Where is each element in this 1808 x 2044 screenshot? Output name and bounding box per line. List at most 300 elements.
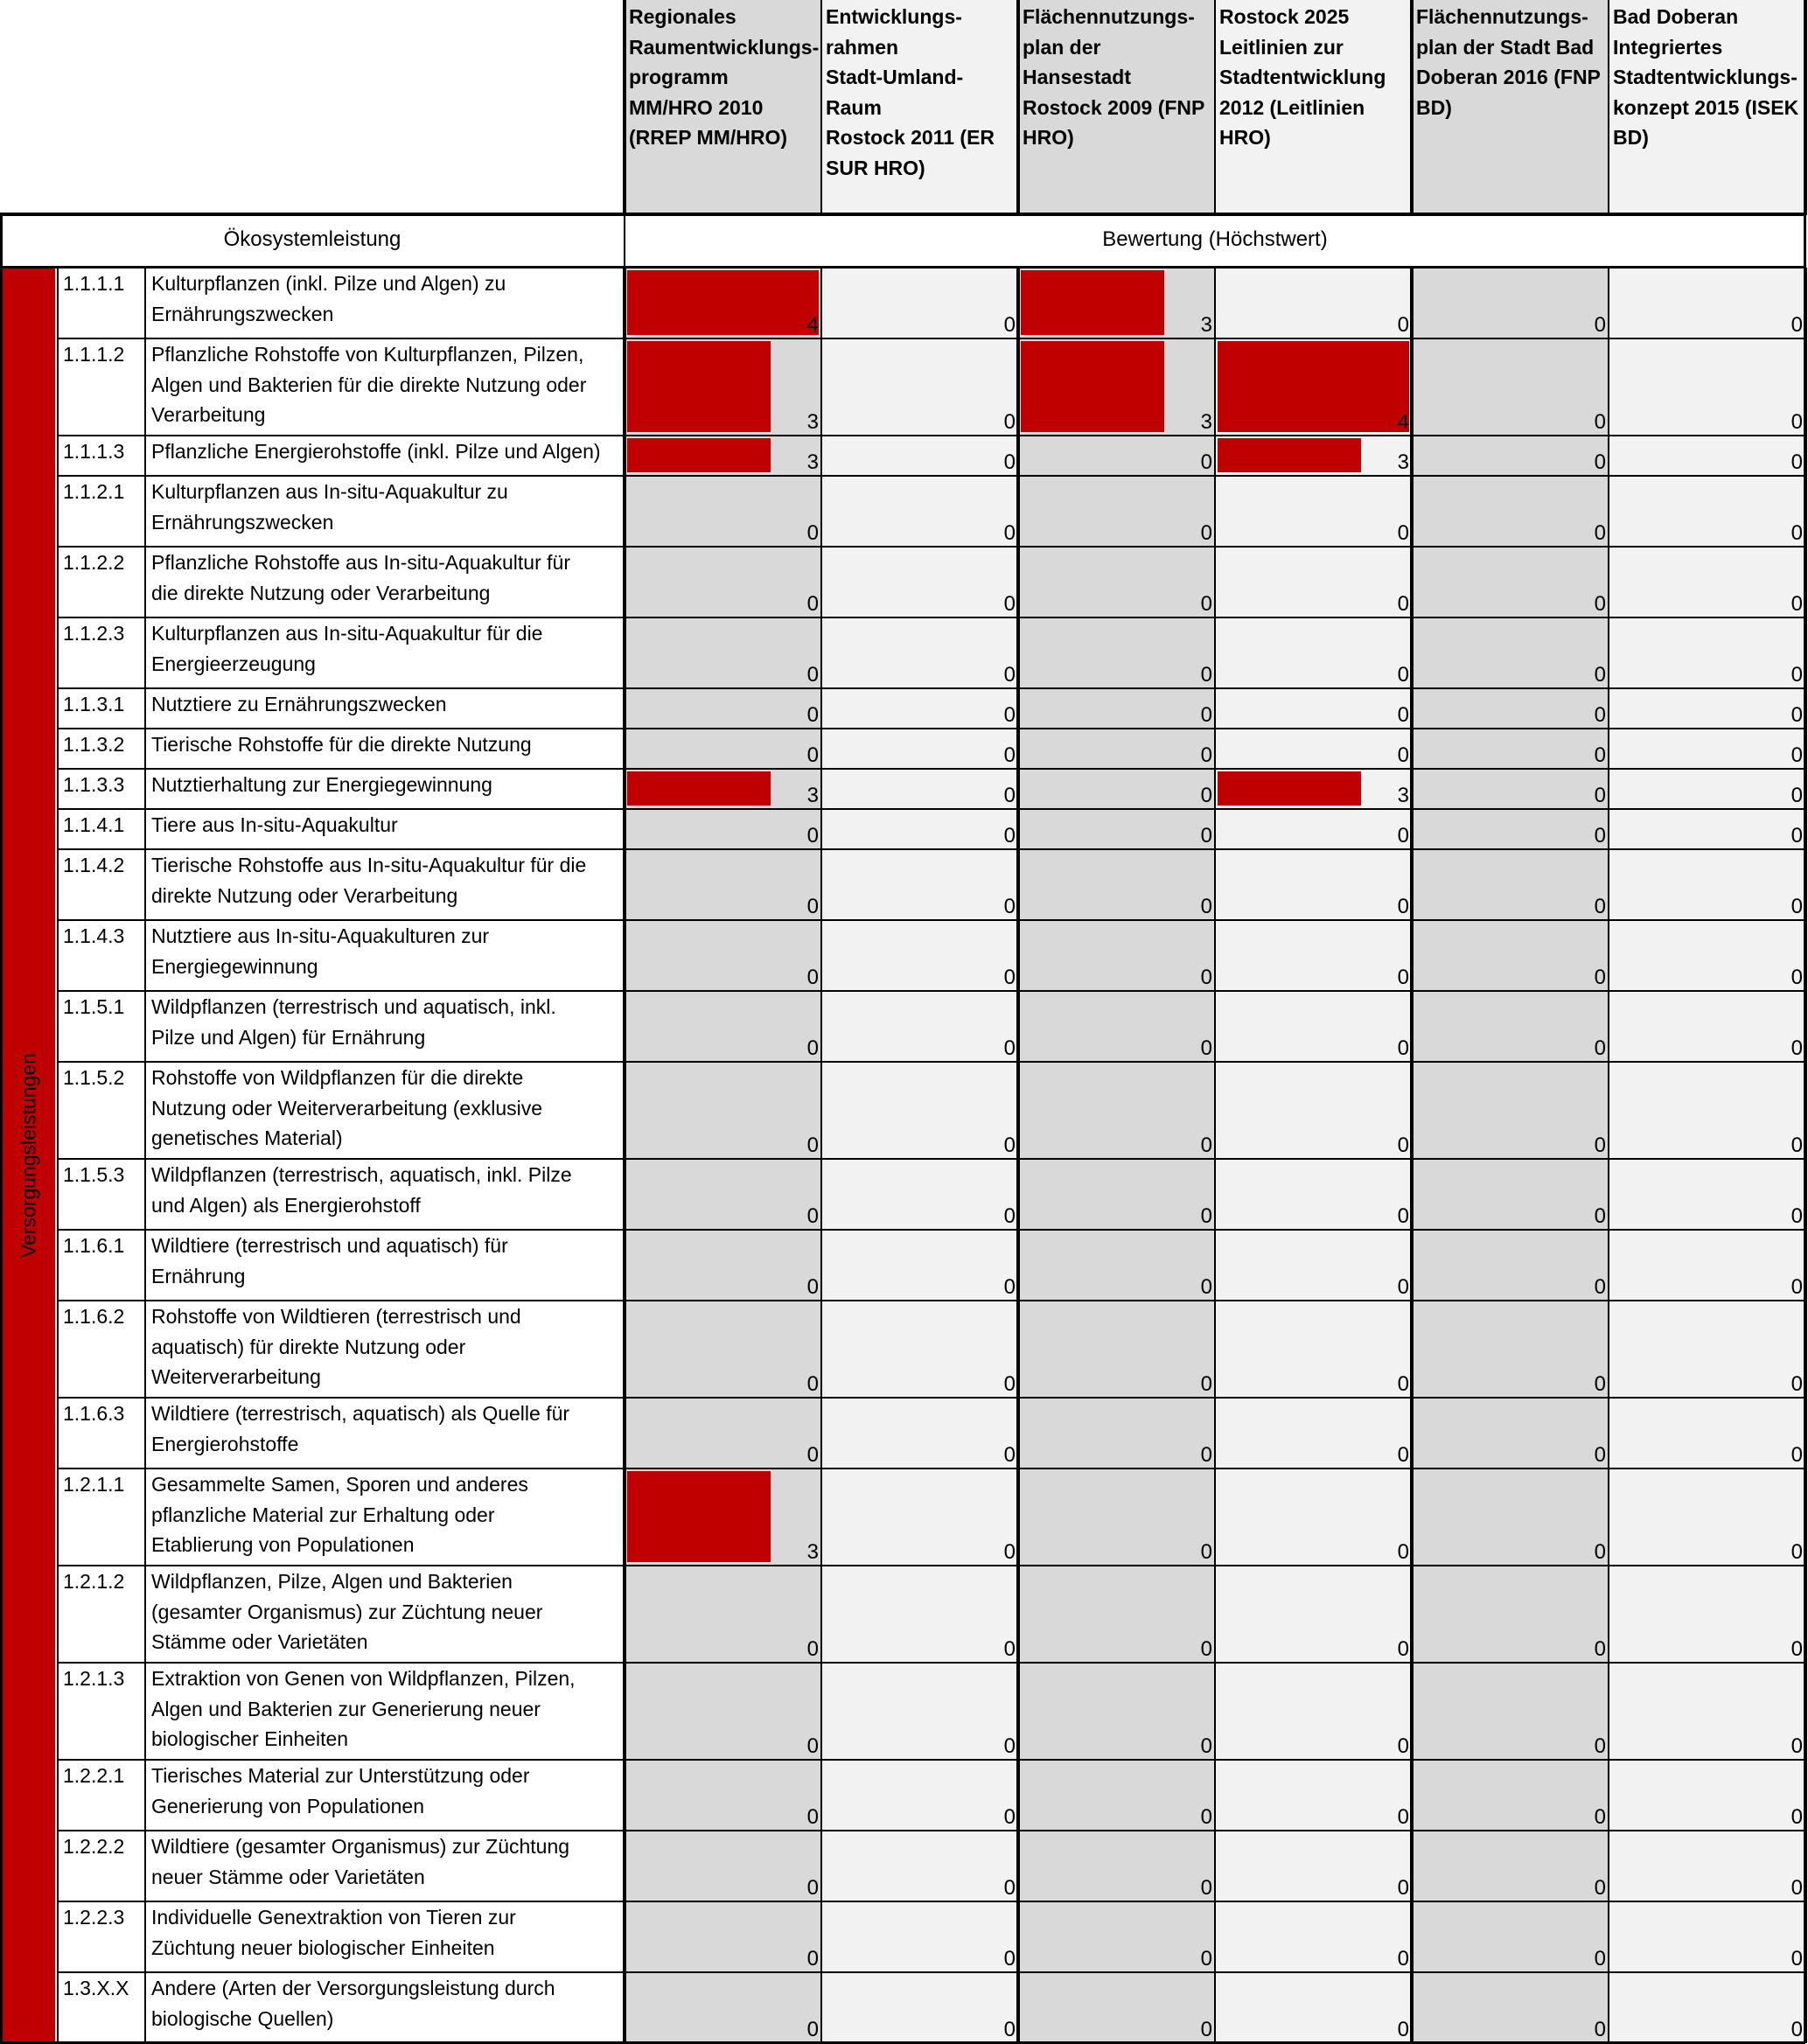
value-label: 0 bbox=[1003, 1947, 1016, 1971]
value-label: 0 bbox=[1791, 410, 1803, 434]
value-cell bbox=[1215, 1398, 1412, 1468]
value-cell bbox=[1215, 1062, 1412, 1159]
value-label: 0 bbox=[1003, 1204, 1016, 1228]
value-label: 3 bbox=[806, 410, 819, 434]
value-label: 0 bbox=[1594, 1036, 1606, 1060]
value-label: 0 bbox=[1791, 1443, 1803, 1467]
value-cell bbox=[1018, 688, 1215, 729]
value-label: 0 bbox=[1791, 663, 1803, 687]
value-label: 0 bbox=[1397, 1637, 1409, 1661]
value-cell bbox=[821, 769, 1018, 809]
row-code: 1.1.3.3 bbox=[63, 773, 125, 796]
row-code: 1.2.1.1 bbox=[63, 1473, 125, 1496]
value-cell bbox=[1412, 338, 1609, 436]
value-cell bbox=[1412, 476, 1609, 547]
value-label: 0 bbox=[806, 703, 819, 727]
value-cell bbox=[1609, 547, 1805, 617]
row-code: 1.1.1.3 bbox=[63, 440, 125, 463]
row-rule bbox=[58, 1901, 1805, 1902]
value-cell bbox=[625, 1398, 821, 1468]
value-cell bbox=[625, 436, 821, 476]
value-cell bbox=[625, 1566, 821, 1663]
value-label: 0 bbox=[806, 1204, 819, 1228]
value-label: 3 bbox=[806, 1540, 819, 1564]
value-label: 0 bbox=[1397, 966, 1409, 989]
value-label: 0 bbox=[1594, 1637, 1606, 1661]
value-cell bbox=[625, 268, 821, 338]
column-rule bbox=[624, 215, 625, 268]
value-cell bbox=[1018, 1972, 1215, 2043]
value-cell bbox=[1609, 617, 1805, 688]
row-label: Wildtiere (terrestrisch und aquatisch) für Ernährung bbox=[151, 1234, 508, 1287]
column-rule bbox=[1410, 268, 1414, 2043]
value-cell bbox=[821, 729, 1018, 769]
value-label: 0 bbox=[1003, 2018, 1016, 2041]
value-label: 3 bbox=[1200, 313, 1212, 337]
value-label: 0 bbox=[1791, 743, 1803, 767]
column-header: Regionales Raumentwicklungs- programm MM/HRO 2010 (RREP MM/HRO) bbox=[625, 0, 821, 214]
value-label: 0 bbox=[1594, 592, 1606, 616]
row-label: Wildpflanzen (terrestrisch und aquatisch, inkl. Pilze und Algen) für Ernährung bbox=[151, 995, 556, 1049]
value-label: 0 bbox=[806, 521, 819, 545]
value-cell bbox=[821, 476, 1018, 547]
value-cell bbox=[625, 1468, 821, 1566]
value-label: 0 bbox=[806, 1275, 819, 1299]
value-label: 3 bbox=[806, 450, 819, 474]
value-cell bbox=[625, 1901, 821, 1972]
value-label: 0 bbox=[1594, 743, 1606, 767]
value-cell bbox=[625, 1663, 821, 1760]
row-code: 1.1.6.2 bbox=[63, 1305, 125, 1328]
value-cell bbox=[1609, 688, 1805, 729]
value-label: 0 bbox=[1791, 1637, 1803, 1661]
row-rule bbox=[58, 1759, 1805, 1761]
value-cell bbox=[1215, 1663, 1412, 1760]
value-cell bbox=[1018, 849, 1215, 920]
value-cell bbox=[1215, 849, 1412, 920]
value-label: 0 bbox=[806, 592, 819, 616]
row-label: Wildpflanzen, Pilze, Algen und Bakterien (gesamter Organismus) zur Züchtung neuer Stämme oder Varietäten bbox=[151, 1570, 543, 1653]
value-cell bbox=[821, 920, 1018, 991]
value-label: 0 bbox=[1397, 1204, 1409, 1228]
row-label: Pflanzliche Energierohstoffe (inkl. Pilze und Algen) bbox=[151, 440, 601, 463]
value-cell bbox=[1412, 547, 1609, 617]
row-label: Nutztierhaltung zur Energiegewinnung bbox=[151, 773, 492, 796]
row-code: 1.2.2.1 bbox=[63, 1764, 125, 1787]
value-label: 0 bbox=[1594, 663, 1606, 687]
value-label: 0 bbox=[1594, 1372, 1606, 1396]
value-label: 0 bbox=[1397, 1876, 1409, 1900]
value-cell bbox=[625, 1972, 821, 2043]
row-rule bbox=[58, 475, 1805, 477]
value-label: 0 bbox=[1200, 1204, 1212, 1228]
value-cell bbox=[1609, 1831, 1805, 1901]
value-cell bbox=[625, 688, 821, 729]
row-rule bbox=[58, 1397, 1805, 1399]
row-code: 1.1.3.2 bbox=[63, 733, 125, 756]
value-label: 0 bbox=[1594, 1134, 1606, 1157]
value-cell bbox=[1412, 1831, 1609, 1901]
value-cell bbox=[1412, 1062, 1609, 1159]
value-cell bbox=[821, 849, 1018, 920]
value-cell bbox=[1609, 1230, 1805, 1301]
row-label: Tierische Rohstoffe aus In-situ-Aquakultur für die direkte Nutzung oder Verarbeitung bbox=[151, 854, 587, 907]
value-cell bbox=[821, 1301, 1018, 1398]
value-label: 0 bbox=[1594, 1275, 1606, 1299]
value-label: 0 bbox=[1594, 1876, 1606, 1900]
value-cell bbox=[821, 1901, 1018, 1972]
value-label: 0 bbox=[1200, 824, 1212, 848]
value-cell bbox=[1215, 729, 1412, 769]
value-label: 0 bbox=[1200, 1876, 1212, 1900]
value-label: 0 bbox=[1003, 1734, 1016, 1758]
value-label: 0 bbox=[1200, 1540, 1212, 1564]
value-cell bbox=[1018, 729, 1215, 769]
row-code: 1.1.2.2 bbox=[63, 551, 125, 574]
value-label: 0 bbox=[1003, 895, 1016, 918]
value-cell bbox=[1018, 1901, 1215, 1972]
value-cell bbox=[1018, 920, 1215, 991]
row-label: Tiere aus In-situ-Aquakultur bbox=[151, 813, 398, 836]
group-label: Versorgungsleistungen bbox=[17, 1053, 40, 1258]
row-rule bbox=[58, 768, 1805, 770]
row-label: Kulturpflanzen (inkl. Pilze und Algen) zu Ernährungszwecken bbox=[151, 272, 506, 325]
value-cell bbox=[1018, 1230, 1215, 1301]
row-label: Tierische Rohstoffe für die direkte Nutzung bbox=[151, 733, 532, 756]
value-cell bbox=[1412, 688, 1609, 729]
value-label: 0 bbox=[1791, 2018, 1803, 2041]
value-label: 0 bbox=[1003, 1637, 1016, 1661]
value-cell bbox=[821, 688, 1018, 729]
column-header: Entwicklungs- rahmen Stadt-Umland- Raum Rostock 2011 (ER SUR HRO) bbox=[821, 0, 1018, 214]
value-cell bbox=[1412, 991, 1609, 1062]
value-cell bbox=[1609, 1301, 1805, 1398]
value-label: 0 bbox=[806, 1734, 819, 1758]
value-bar bbox=[1218, 771, 1361, 806]
value-label: 0 bbox=[1200, 1036, 1212, 1060]
column-rule bbox=[144, 268, 146, 2043]
value-label: 0 bbox=[1397, 663, 1409, 687]
value-label: 0 bbox=[1397, 1275, 1409, 1299]
row-rule bbox=[58, 1061, 1805, 1063]
row-code: 1.1.4.1 bbox=[63, 813, 125, 836]
value-label: 0 bbox=[806, 1134, 819, 1157]
value-label: 0 bbox=[1200, 1947, 1212, 1971]
value-label: 0 bbox=[1397, 592, 1409, 616]
value-label: 0 bbox=[1200, 743, 1212, 767]
value-label: 0 bbox=[1003, 663, 1016, 687]
value-cell bbox=[1412, 729, 1609, 769]
value-label: 0 bbox=[1791, 1275, 1803, 1299]
value-cell bbox=[1215, 547, 1412, 617]
column-rule bbox=[1608, 0, 1609, 215]
row-code: 1.1.5.3 bbox=[63, 1163, 125, 1186]
value-cell bbox=[1609, 1760, 1805, 1831]
value-label: 0 bbox=[1397, 703, 1409, 727]
row-label: Wildpflanzen (terrestrisch, aquatisch, inkl. Pilze und Algen) als Energierohstoff bbox=[151, 1163, 572, 1217]
value-label: 0 bbox=[1594, 1204, 1606, 1228]
value-cell bbox=[1018, 268, 1215, 338]
value-label: 4 bbox=[806, 313, 819, 337]
row-label: Rohstoffe von Wildpflanzen für die direkte Nutzung oder Weiterverarbeitung (exklusive genetisches Material) bbox=[151, 1066, 543, 1149]
row-label: Extraktion von Genen von Wildpflanzen, Pilzen, Algen und Bakterien zur Generierung neuer biologischer Einheiten bbox=[151, 1667, 576, 1750]
value-bar bbox=[627, 1471, 771, 1562]
value-cell bbox=[625, 849, 821, 920]
value-cell bbox=[1018, 436, 1215, 476]
row-code: 1.1.5.2 bbox=[63, 1066, 125, 1089]
value-cell bbox=[821, 1972, 1018, 2043]
row-rule bbox=[58, 1662, 1805, 1664]
column-header: Rostock 2025 Leitlinien zur Stadtentwicklung 2012 (Leitlinien HRO) bbox=[1215, 0, 1412, 214]
value-cell bbox=[1215, 1972, 1412, 2043]
value-label: 0 bbox=[1594, 450, 1606, 474]
value-label: 0 bbox=[1200, 663, 1212, 687]
value-label: 0 bbox=[1791, 824, 1803, 848]
value-label: 0 bbox=[1397, 1805, 1409, 1829]
value-label: 0 bbox=[1003, 824, 1016, 848]
row-code: 1.1.3.1 bbox=[63, 693, 125, 715]
value-bar bbox=[1218, 438, 1361, 472]
value-cell bbox=[625, 617, 821, 688]
row-code: 1.1.1.2 bbox=[63, 343, 125, 366]
row-label: Kulturpflanzen aus In-situ-Aquakultur zu Ernährungszwecken bbox=[151, 480, 508, 534]
value-cell bbox=[1018, 476, 1215, 547]
value-cell bbox=[1412, 617, 1609, 688]
value-cell bbox=[1609, 1901, 1805, 1972]
column-rule bbox=[57, 268, 59, 2043]
value-cell bbox=[1215, 476, 1412, 547]
row-rule bbox=[58, 1300, 1805, 1301]
column-rule bbox=[820, 268, 822, 2043]
value-label: 0 bbox=[1594, 1734, 1606, 1758]
value-cell bbox=[1215, 1760, 1412, 1831]
value-cell bbox=[1412, 1566, 1609, 1663]
row-rule bbox=[58, 919, 1805, 921]
value-label: 0 bbox=[1003, 1876, 1016, 1900]
value-label: 0 bbox=[1594, 2018, 1606, 2041]
value-cell bbox=[1609, 1062, 1805, 1159]
value-cell bbox=[821, 991, 1018, 1062]
value-cell bbox=[821, 1230, 1018, 1301]
value-label: 0 bbox=[806, 1876, 819, 1900]
value-label: 3 bbox=[806, 784, 819, 807]
row-code: 1.1.4.2 bbox=[63, 854, 125, 876]
value-cell bbox=[1609, 729, 1805, 769]
value-cell bbox=[1018, 547, 1215, 617]
value-cell bbox=[1018, 1831, 1215, 1901]
value-label: 0 bbox=[1594, 1443, 1606, 1467]
row-rule bbox=[58, 1158, 1805, 1160]
value-label: 0 bbox=[1003, 521, 1016, 545]
value-label: 0 bbox=[1003, 313, 1016, 337]
value-cell bbox=[1412, 1301, 1609, 1398]
value-label: 0 bbox=[1594, 313, 1606, 337]
value-cell bbox=[625, 991, 821, 1062]
value-label: 0 bbox=[1200, 966, 1212, 989]
value-label: 0 bbox=[1594, 410, 1606, 434]
value-label: 0 bbox=[1003, 1805, 1016, 1829]
value-label: 0 bbox=[806, 824, 819, 848]
row-label: Wildtiere (gesamter Organismus) zur Züchtung neuer Stämme oder Varietäten bbox=[151, 1835, 570, 1888]
value-label: 0 bbox=[1397, 1734, 1409, 1758]
value-cell bbox=[1609, 1972, 1805, 2043]
value-cell bbox=[821, 1062, 1018, 1159]
value-cell bbox=[1018, 1663, 1215, 1760]
value-cell bbox=[1609, 849, 1805, 920]
value-label: 0 bbox=[1791, 313, 1803, 337]
value-cell bbox=[1215, 1468, 1412, 1566]
value-cell bbox=[821, 1159, 1018, 1230]
value-label: 0 bbox=[1791, 703, 1803, 727]
value-label: 0 bbox=[1200, 450, 1212, 474]
value-cell bbox=[1412, 1760, 1609, 1831]
row-rule bbox=[58, 848, 1805, 850]
row-rule bbox=[58, 808, 1805, 810]
value-cell bbox=[821, 268, 1018, 338]
value-label: 0 bbox=[806, 1805, 819, 1829]
value-label: 0 bbox=[1791, 895, 1803, 918]
value-cell bbox=[1018, 1468, 1215, 1566]
value-cell bbox=[1018, 1566, 1215, 1663]
row-label: Andere (Arten der Versorgungsleistung durch biologische Quellen) bbox=[151, 1977, 555, 2030]
value-label: 0 bbox=[1594, 784, 1606, 807]
row-label: Pflanzliche Rohstoffe von Kulturpflanzen, Pilzen, Algen und Bakterien für die direkte Nutzung oder Verarbeitung bbox=[151, 343, 587, 426]
value-label: 0 bbox=[1397, 895, 1409, 918]
value-cell bbox=[1018, 991, 1215, 1062]
value-cell bbox=[1215, 991, 1412, 1062]
value-label: 4 bbox=[1397, 410, 1409, 434]
column-header: Flächennutzungs- plan der Stadt Bad Doberan 2016 (FNP BD) bbox=[1412, 0, 1609, 214]
column-rule bbox=[1804, 0, 1807, 215]
row-label: Pflanzliche Rohstoffe aus In-situ-Aquakultur für die direkte Nutzung oder Verarbeitung bbox=[151, 551, 570, 604]
value-cell bbox=[1412, 849, 1609, 920]
row-code: 1.2.2.2 bbox=[63, 1835, 125, 1858]
value-cell bbox=[1412, 268, 1609, 338]
value-cell bbox=[1215, 1159, 1412, 1230]
value-cell bbox=[821, 1760, 1018, 1831]
value-cell bbox=[1609, 809, 1805, 849]
value-label: 0 bbox=[1791, 1805, 1803, 1829]
value-cell bbox=[821, 338, 1018, 436]
value-label: 0 bbox=[806, 663, 819, 687]
value-label: 0 bbox=[1397, 313, 1409, 337]
value-label: 0 bbox=[1791, 1134, 1803, 1157]
row-code: 1.2.2.3 bbox=[63, 1906, 125, 1929]
value-cell bbox=[1018, 1062, 1215, 1159]
value-cell bbox=[1609, 1468, 1805, 1566]
value-cell bbox=[1412, 1159, 1609, 1230]
value-label: 0 bbox=[1791, 1372, 1803, 1396]
column-header: Flächennutzungs- plan der Hansestadt Rostock 2009 (FNP HRO) bbox=[1018, 0, 1215, 214]
value-cell bbox=[821, 809, 1018, 849]
value-label: 0 bbox=[1791, 521, 1803, 545]
value-cell bbox=[1018, 338, 1215, 436]
value-cell bbox=[1215, 436, 1412, 476]
value-cell bbox=[625, 1301, 821, 1398]
value-cell bbox=[821, 1831, 1018, 1901]
value-cell bbox=[625, 920, 821, 991]
value-cell bbox=[821, 547, 1018, 617]
row-rule bbox=[58, 687, 1805, 689]
value-label: 0 bbox=[1003, 1036, 1016, 1060]
rule-thick bbox=[0, 266, 1805, 269]
column-rule bbox=[1016, 0, 1020, 215]
value-cell bbox=[1412, 920, 1609, 991]
value-cell bbox=[1609, 1663, 1805, 1760]
value-label: 0 bbox=[1791, 1036, 1803, 1060]
column-rule bbox=[623, 0, 626, 215]
value-label: 0 bbox=[1003, 1540, 1016, 1564]
value-label: 0 bbox=[1003, 1275, 1016, 1299]
row-code: 1.3.X.X bbox=[63, 1977, 129, 1999]
row-label: Wildtiere (terrestrisch, aquatisch) als Quelle für Energierohstoffe bbox=[151, 1402, 570, 1455]
row-code: 1.2.1.2 bbox=[63, 1570, 125, 1593]
row-rule bbox=[58, 728, 1805, 729]
column-rule bbox=[0, 215, 3, 268]
row-rule bbox=[58, 546, 1805, 548]
column-rule bbox=[1214, 268, 1216, 2043]
value-cell bbox=[1609, 436, 1805, 476]
row-header-label: Ökosystemleistung bbox=[223, 227, 401, 251]
value-cell bbox=[1609, 769, 1805, 809]
column-rule bbox=[1214, 0, 1216, 215]
value-cell bbox=[625, 809, 821, 849]
value-cell bbox=[1609, 1159, 1805, 1230]
value-label: 0 bbox=[1003, 1443, 1016, 1467]
value-cell bbox=[1609, 476, 1805, 547]
value-cell bbox=[1215, 1901, 1412, 1972]
value-label: 0 bbox=[1397, 743, 1409, 767]
value-label: 0 bbox=[1791, 1540, 1803, 1564]
value-label: 0 bbox=[1200, 592, 1212, 616]
value-label: 0 bbox=[1594, 1947, 1606, 1971]
value-label: 0 bbox=[1200, 2018, 1212, 2041]
value-label: 0 bbox=[1200, 784, 1212, 807]
value-label: 3 bbox=[1397, 450, 1409, 474]
value-label: 0 bbox=[806, 1372, 819, 1396]
value-label: 0 bbox=[1397, 1036, 1409, 1060]
value-cell bbox=[625, 547, 821, 617]
value-label: 0 bbox=[806, 743, 819, 767]
value-cell bbox=[625, 1062, 821, 1159]
value-label: 0 bbox=[1003, 966, 1016, 989]
value-cell bbox=[1018, 617, 1215, 688]
value-bar bbox=[627, 438, 771, 472]
row-label: Rohstoffe von Wildtieren (terrestrisch und aquatisch) für direkte Nutzung oder Weiterverarbeitung bbox=[151, 1305, 521, 1388]
row-label: Kulturpflanzen aus In-situ-Aquakultur für die Energieerzeugung bbox=[151, 622, 543, 675]
value-cell bbox=[1609, 338, 1805, 436]
value-cell bbox=[1412, 1901, 1609, 1972]
value-label: 0 bbox=[806, 1036, 819, 1060]
value-cell bbox=[625, 1159, 821, 1230]
value-label: 0 bbox=[1397, 1443, 1409, 1467]
value-label: 0 bbox=[1791, 1876, 1803, 1900]
value-bar bbox=[627, 771, 771, 806]
column-rule bbox=[1804, 268, 1807, 2043]
value-cell bbox=[1215, 1831, 1412, 1901]
value-label: 0 bbox=[806, 2018, 819, 2041]
value-cell bbox=[821, 617, 1018, 688]
value-label: 0 bbox=[806, 1443, 819, 1467]
value-label: 0 bbox=[1594, 1805, 1606, 1829]
value-cell bbox=[1412, 1468, 1609, 1566]
row-code: 1.1.4.3 bbox=[63, 924, 125, 947]
row-rule bbox=[58, 435, 1805, 436]
row-code: 1.1.6.1 bbox=[63, 1234, 125, 1257]
value-bar bbox=[1218, 341, 1409, 432]
value-label: 0 bbox=[1594, 824, 1606, 848]
row-label: Nutztiere zu Ernährungszwecken bbox=[151, 693, 447, 715]
